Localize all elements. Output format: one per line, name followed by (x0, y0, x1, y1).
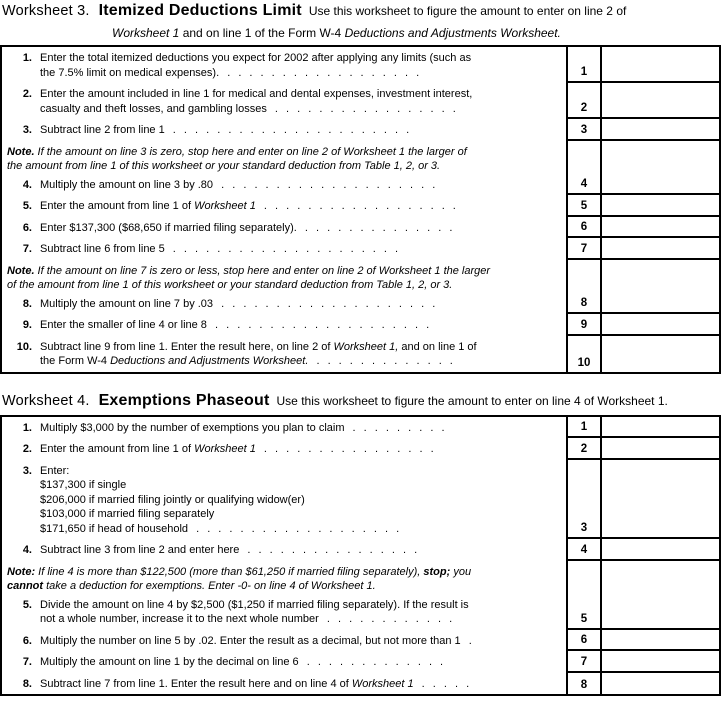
line-number-cell (566, 460, 602, 540)
worksheet3-row-3 (2, 119, 719, 141)
line-number-cell (566, 673, 602, 695)
note-text-line (7, 565, 560, 580)
item-marker: 2. (22, 443, 32, 455)
worksheet4-entry-box-line-4[interactable] (602, 539, 719, 561)
item-text-line (40, 51, 562, 66)
text-segment: take a deduction for exemptions. Enter -0- on line 4 of Worksheet 1. (43, 580, 376, 592)
note-text-line (7, 278, 560, 293)
text-segment: the amount from line 1 of this worksheet or your standard deduction from Table 1, 2, or 3. (7, 160, 441, 172)
dot-leader: . . . . . . . . . . . . . . . . . . (255, 200, 456, 212)
dot-leader: . . . . . . . . . (344, 421, 445, 434)
line-number: 4 (580, 178, 588, 190)
item-text (40, 543, 562, 558)
dot-leader: . . . . . . . . . . . . . . (296, 221, 453, 234)
item-text (40, 297, 562, 312)
item-text-line (40, 199, 562, 214)
dot-leader: . . . . . . . . . . . . . . . . . . . . . . (164, 124, 410, 136)
item-text-line (40, 318, 562, 333)
dot-leader: . . . . . . . . . . . . . . . . . (266, 102, 456, 115)
line-number-cell (566, 119, 602, 141)
item-text-line (40, 178, 562, 193)
item-text-line (40, 598, 562, 613)
worksheet3-row-9 (2, 314, 719, 336)
line-number: 6 (580, 221, 588, 233)
item-text (40, 242, 562, 257)
row-text (2, 119, 566, 141)
worksheet3-row-5 (2, 195, 719, 217)
note-text-line (7, 579, 560, 594)
line-number: 5 (580, 199, 588, 212)
worksheet4-row-6 (2, 630, 719, 652)
text-segment: $171,650 if head of household (40, 522, 189, 535)
worksheet3-subtitle: Use this worksheet to figure the amount to enter on line 2 of (308, 4, 627, 18)
item-marker: 6. (22, 221, 32, 234)
worksheet4-entry-box-line-6[interactable] (602, 630, 719, 652)
text-segment: not a whole number, increase it to the next whole number (40, 613, 319, 625)
line-number-cell (566, 238, 602, 260)
worksheet3-entry-box-line-4[interactable] (602, 141, 719, 196)
text-segment: Worksheet 1 (194, 443, 256, 455)
item-text (40, 421, 562, 436)
dot-leader: . . . . . . . . . . . . . . . . . . . . (213, 297, 436, 310)
worksheet4-row-5 (2, 561, 719, 630)
line-number: 3 (580, 123, 588, 136)
item-marker: 6. (22, 634, 32, 647)
line-number: 6 (580, 634, 588, 646)
worksheet3-entry-box-line-9[interactable] (602, 314, 719, 336)
text-segment: Multiply the amount on line 7 by .03 (40, 297, 214, 310)
text-segment: Multiply the amount on line 3 by .80 (40, 178, 214, 191)
item-text-line (40, 123, 562, 138)
text-segment: and on line 1 of (398, 340, 477, 353)
worksheet-line-item (2, 123, 562, 138)
worksheet4-row-2 (2, 438, 719, 460)
item-text (40, 199, 562, 214)
item-text-line (40, 102, 562, 117)
item-text-line (40, 87, 562, 102)
worksheet4-row-7 (2, 651, 719, 673)
text-segment: Enter: (40, 464, 70, 477)
row-text (2, 673, 566, 695)
row-text (2, 651, 566, 673)
item-marker: 7. (22, 656, 32, 668)
worksheet4-row-8 (2, 673, 719, 695)
item-marker: 5. (22, 200, 32, 212)
row-text (2, 195, 566, 217)
worksheet-line-item (2, 442, 562, 457)
item-text-line (40, 442, 562, 457)
text-segment: If the amount on line 3 is zero, stop here and enter on line 2 of Worksheet 1 the larger of (34, 145, 467, 158)
text-segment: the Form W-4 (40, 355, 111, 367)
item-text-line (40, 66, 562, 81)
dot-leader: . . . . . . . . . . . . . . . . . . . . . (164, 243, 399, 255)
text-segment: cannot (7, 580, 44, 592)
text-segment: If the amount on line 7 is zero or less, stop here and enter on line 2 of Worksheet 1 the larger (34, 264, 491, 277)
worksheet-line-item (2, 421, 562, 436)
worksheet-line-item (2, 87, 562, 116)
worksheet-line-item (2, 464, 562, 537)
text-segment: Enter the amount included in line 1 for medical and dental expenses, investment interest, (40, 88, 473, 100)
text-segment: Multiply the amount on line 1 by the decimal on line 6 (40, 656, 299, 668)
dot-leader: . . . . . . . . . . . . (318, 613, 453, 625)
line-number: 4 (580, 543, 588, 556)
worksheet3-title: Itemized Deductions Limit (98, 2, 302, 19)
worksheet4-row-1 (2, 417, 719, 439)
item-marker: 10. (16, 340, 32, 353)
dot-leader: . . . . . . . . . . . . . . . . . . . (188, 522, 400, 535)
text-segment: Subtract line 7 from line 1. Enter the result here and on line 4 of (40, 677, 352, 690)
dot-leader: . (460, 634, 472, 647)
text-segment: Enter the amount from line 1 of (40, 200, 195, 212)
text-segment: the 7.5% limit on medical expenses). (40, 66, 220, 79)
text-segment: Worksheet 1 (194, 200, 256, 212)
text-segment: Worksheet 1 (351, 677, 414, 690)
text-segment: $103,000 if married filing separately (40, 508, 215, 520)
item-text (40, 340, 562, 369)
worksheet3-row-7 (2, 238, 719, 260)
item-text-line (40, 522, 562, 537)
item-marker: 3. (22, 124, 32, 136)
worksheet-line-item (2, 598, 562, 627)
row-text (2, 460, 566, 540)
item-marker: 9. (22, 319, 32, 331)
item-text-line (40, 655, 562, 670)
worksheet3-row-6 (2, 217, 719, 239)
row-text (2, 47, 566, 83)
dot-leader: . . . . . . . . . . . . . (308, 355, 453, 367)
line-number-cell (566, 561, 602, 630)
worksheet3-entry-box-line-7[interactable] (602, 238, 719, 260)
text-segment: Enter $137,300 ($68,650 if married filing separately). (40, 221, 297, 234)
item-text-line (40, 464, 562, 479)
line-number-cell (566, 314, 602, 336)
line-number-cell (566, 438, 602, 460)
worksheet-line-item (2, 221, 562, 236)
line-number: 5 (580, 612, 588, 625)
text-segment: you (450, 565, 472, 578)
item-marker: 8. (22, 297, 32, 310)
worksheet-line-item (2, 318, 562, 333)
worksheet3-header-line1 (2, 2, 719, 20)
text-segment: Enter the total itemized deductions you expect for 2002 after applying any limits (such as (40, 52, 472, 64)
worksheet4-subtitle: Use this worksheet to figure the amount to enter on line 4 of Worksheet 1. (276, 393, 668, 408)
worksheet3-entry-box-line-8[interactable] (602, 260, 719, 315)
text-segment: Subtract line 3 from line 2 and enter here (40, 544, 240, 556)
item-text (40, 318, 562, 333)
row-text (2, 238, 566, 260)
worksheet4-entry-box-line-3[interactable] (602, 460, 719, 540)
worksheet-line-item (2, 543, 562, 558)
worksheet4-entry-box-line-2[interactable] (602, 438, 719, 460)
item-text-line (40, 634, 562, 649)
text-segment: and on line 1 of the Form W-4 (179, 26, 345, 40)
worksheet-line-item (2, 242, 562, 257)
note-text-line (7, 145, 560, 160)
worksheet4-header-line1 (2, 392, 719, 410)
item-text-line (40, 543, 562, 558)
item-text (40, 634, 562, 649)
text-segment: If line 4 is more than $122,500 (more than $61,250 if married filing separately), (35, 565, 424, 578)
worksheet-line-item (2, 178, 562, 193)
line-number: 10 (577, 356, 591, 369)
text-segment: Enter the amount from line 1 of (40, 443, 195, 455)
text-segment: Note. (7, 145, 35, 158)
row-text (2, 260, 566, 315)
text-segment: Subtract line 6 from line 5 (40, 243, 165, 255)
worksheet3-header (0, 1, 721, 40)
item-text (40, 677, 562, 692)
line-number: 9 (580, 318, 588, 331)
worksheet4-entry-box-line-1[interactable] (602, 417, 719, 439)
line-number-cell (566, 417, 602, 439)
line-number-cell (566, 47, 602, 83)
worksheet4-title: Exemptions Phaseout (98, 391, 270, 409)
row-text (2, 83, 566, 119)
worksheet3-row-4 (2, 141, 719, 196)
row-text (2, 561, 566, 630)
dot-leader: . . . . . . . . . . . . . . . . (239, 544, 418, 556)
item-text (40, 123, 562, 138)
worksheet3-entry-box-line-1[interactable] (602, 47, 719, 83)
row-text (2, 438, 566, 460)
worksheet-line-item (2, 634, 562, 649)
item-text (40, 87, 562, 116)
worksheet3-row-2 (2, 83, 719, 119)
item-marker: 1. (22, 421, 32, 434)
worksheet3-entry-box-line-6[interactable] (602, 217, 719, 239)
item-text (40, 655, 562, 670)
worksheet3-row-8 (2, 260, 719, 315)
worksheet4-table (0, 415, 721, 697)
note-text-line (7, 264, 560, 279)
text-segment: of the amount from line 1 of this worksheet or your standard deduction from Table 1, 2, or 3. (7, 279, 453, 291)
item-text (40, 178, 562, 193)
item-text (40, 221, 562, 236)
text-segment: casualty and theft losses, and gambling losses (40, 102, 267, 115)
line-number: 8 (580, 679, 588, 691)
item-text-line (40, 354, 562, 369)
item-text (40, 51, 562, 80)
line-number: 2 (580, 102, 588, 114)
worksheet3-label: Worksheet 3. (2, 3, 90, 19)
item-text (40, 442, 562, 457)
worksheet4-entry-box-line-7[interactable] (602, 651, 719, 673)
worksheet3-row-1 (2, 47, 719, 83)
worksheet3-entry-box-line-10[interactable] (602, 336, 719, 372)
worksheet4-entry-box-line-8[interactable] (602, 673, 719, 695)
dot-leader: . . . . . . . . . . . . . . . . . . . . (206, 319, 430, 331)
row-text (2, 336, 566, 372)
item-marker: 2. (22, 88, 32, 100)
dot-leader: . . . . . . . . . . . . . . . . (255, 443, 434, 455)
worksheet3-table (0, 45, 721, 374)
row-text (2, 141, 566, 196)
worksheet-line-item (2, 340, 562, 369)
text-segment: Subtract line 2 from line 1 (40, 124, 165, 136)
worksheet4-row-4 (2, 539, 719, 561)
text-segment: Subtract line 9 from line 1. Enter the result here, on line 2 of (40, 340, 334, 353)
line-number: 3 (580, 522, 588, 534)
worksheet-line-item (2, 199, 562, 214)
line-number-cell (566, 217, 602, 239)
dot-leader: . . . . . . . . . . . . . . . . . . (219, 66, 420, 79)
line-number-cell (566, 195, 602, 217)
worksheet-line-item (2, 297, 562, 312)
worksheet4-entry-box-line-5[interactable] (602, 561, 719, 630)
line-number: 8 (580, 297, 588, 309)
item-marker: 4. (22, 544, 32, 556)
worksheet4-row-3 (2, 460, 719, 540)
text-segment: Multiply the number on line 5 by .02. Enter the result as a decimal, but not more than 1 (40, 634, 461, 647)
item-text-line (40, 297, 562, 312)
line-number-cell (566, 630, 602, 652)
text-segment: stop; (423, 565, 451, 578)
worksheet3-row-10 (2, 336, 719, 372)
line-number-cell (566, 651, 602, 673)
line-number: 7 (580, 242, 588, 255)
row-text (2, 630, 566, 652)
item-text-line (40, 507, 562, 522)
worksheet-line-item (2, 51, 562, 80)
line-number: 1 (580, 421, 588, 433)
line-number: 2 (580, 442, 588, 455)
item-text-line (40, 478, 562, 493)
line-number-cell (566, 141, 602, 196)
row-text (2, 539, 566, 561)
item-text-line (40, 242, 562, 257)
item-text (40, 598, 562, 627)
text-segment: $137,300 if single (40, 479, 127, 491)
worksheet4-label: Worksheet 4. (2, 392, 90, 409)
item-marker: 5. (22, 598, 32, 611)
text-segment: Note: (7, 565, 36, 578)
line-number-cell (566, 260, 602, 315)
item-text-line (40, 612, 562, 627)
text-segment: Multiply $3,000 by the number of exemptions you plan to claim (40, 421, 345, 434)
text-segment: Note. (7, 264, 35, 277)
row-text (2, 217, 566, 239)
worksheet3-subtitle-line2 (2, 26, 719, 40)
worksheet3-entry-box-line-2[interactable] (602, 83, 719, 119)
line-number: 1 (580, 66, 588, 78)
line-number-cell (566, 336, 602, 372)
item-marker: 3. (22, 464, 32, 477)
dot-leader: . . . . . . . . . . . . . . . . . . . . (213, 178, 436, 191)
row-text (2, 417, 566, 439)
text-segment: Enter the smaller of line 4 or line 8 (40, 319, 207, 331)
text-segment: Divide the amount on line 4 by $2,500 ($1,250 if married filing separately). If the result is (40, 598, 469, 611)
note-text (2, 142, 562, 175)
worksheet-line-item (2, 677, 562, 692)
item-text-line (40, 340, 562, 355)
worksheet3-entry-box-line-5[interactable] (602, 195, 719, 217)
text-segment: Deductions and Adjustments Worksheet. (110, 355, 309, 367)
dot-leader: . . . . . . . . . . . . . (298, 656, 444, 668)
note-text (2, 562, 562, 595)
text-segment: Worksheet 1 (112, 26, 180, 40)
line-number-cell (566, 539, 602, 561)
line-number: 7 (580, 655, 588, 668)
row-text (2, 314, 566, 336)
worksheet-line-item (2, 655, 562, 670)
item-marker: 7. (22, 243, 32, 255)
item-text-line (40, 677, 562, 692)
note-text-line (7, 159, 560, 174)
item-marker: 8. (22, 677, 32, 690)
line-number-cell (566, 83, 602, 119)
item-text-line (40, 421, 562, 436)
item-text-line (40, 493, 562, 508)
item-text (40, 464, 562, 537)
text-segment: $206,000 if married filing jointly or qualifying widow(er) (40, 493, 305, 506)
item-marker: 1. (22, 52, 32, 64)
item-marker: 4. (22, 178, 32, 191)
worksheet4-header (0, 391, 721, 410)
item-text-line (40, 221, 562, 236)
text-segment: Deductions and Adjustments Worksheet. (344, 26, 561, 40)
worksheet3-entry-box-line-3[interactable] (602, 119, 719, 141)
dot-leader: . . . . . (413, 677, 470, 690)
note-text (2, 261, 562, 294)
text-segment: Worksheet 1, (333, 340, 399, 353)
